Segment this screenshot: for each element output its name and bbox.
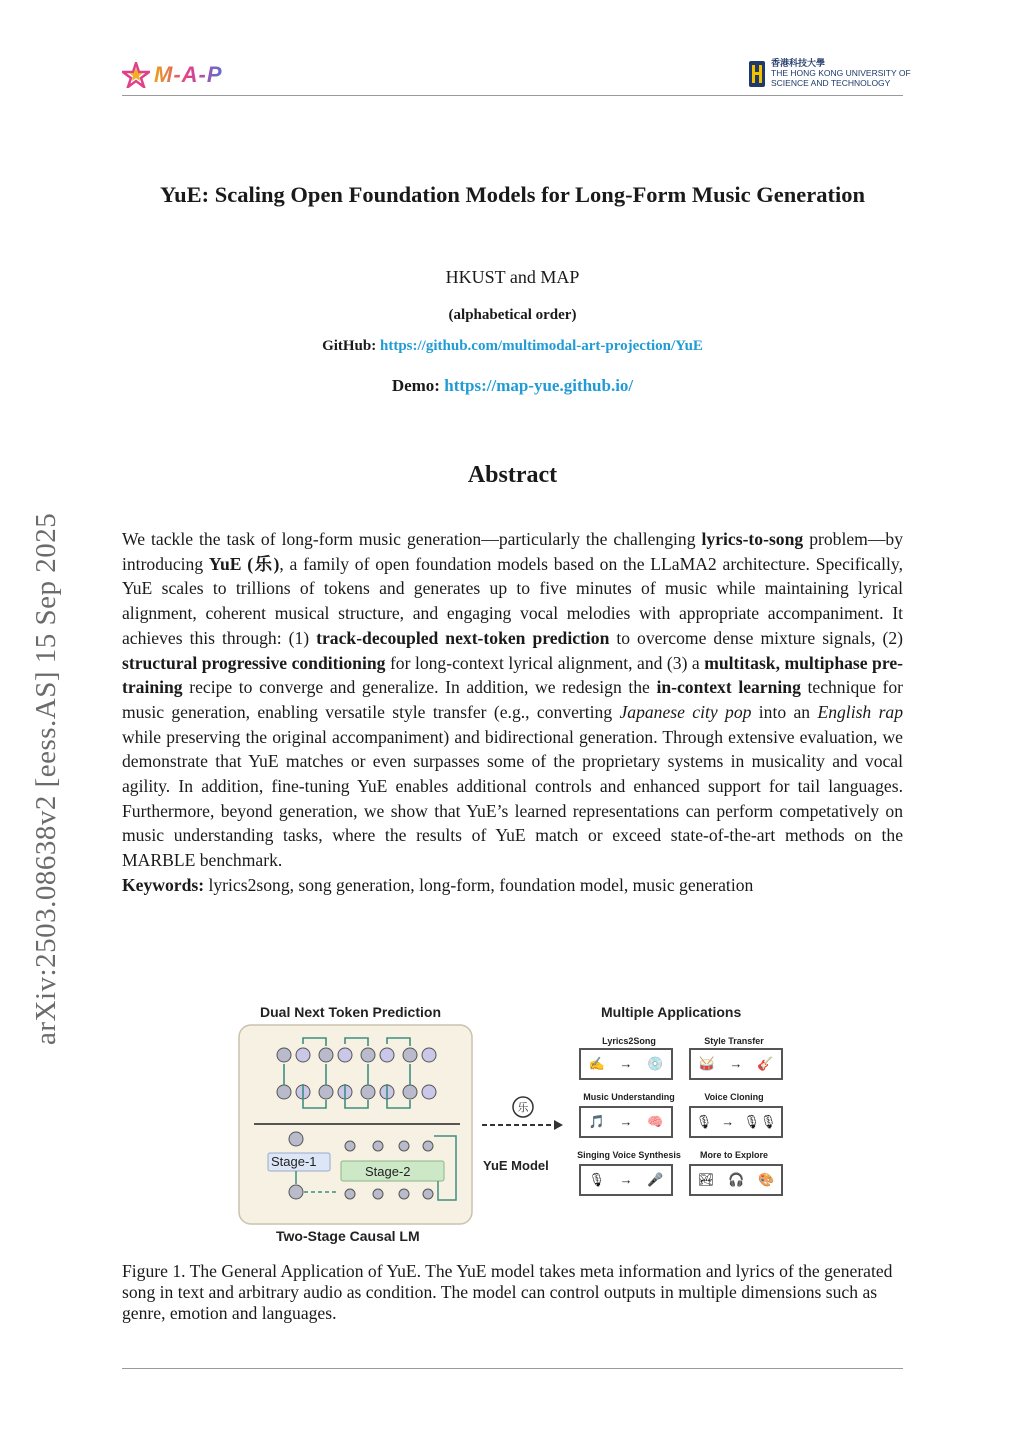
microphone-icon: 🎙 (695, 1114, 713, 1129)
github-label: GitHub: (322, 338, 377, 354)
arxiv-identifier: arXiv:2503.08638v2 [eess.AS] 15 Sep 2025 (30, 512, 62, 1045)
svg-text:乐: 乐 (517, 1101, 529, 1114)
demo-line (122, 376, 903, 396)
singing-icon: 🎤 (647, 1172, 664, 1187)
abstract-text: for long-context lyrical alignment, and (3) a (385, 652, 705, 673)
yue-model-label: YuE Model (483, 1158, 549, 1173)
hkust-name-line2: SCIENCE AND TECHNOLOGY (771, 78, 891, 88)
github-line (122, 338, 903, 355)
pen-icon: ✍ (588, 1056, 605, 1071)
app-label-voice-cloning: Voice Cloning (704, 1092, 764, 1102)
hkust-logo (748, 58, 911, 88)
abstract-text: problem—by introducing (122, 529, 904, 574)
map-logo (122, 60, 223, 90)
abstract-text: recipe to converge and generalize. In addition, we redesign the (182, 677, 657, 698)
left-panel-title: Dual Next Token Prediction (260, 1004, 441, 1020)
app-label-more-to-explore: More to Explore (699, 1150, 768, 1160)
header-rule (122, 95, 903, 96)
app-box-voice-cloning: 🎙 → 🎙🎙 (689, 1106, 783, 1138)
yue-model-arrow (482, 1096, 564, 1136)
abstract-bold: structural progressive conditioning (122, 652, 386, 673)
abstract-bold: track-decoupled next-token prediction (316, 627, 610, 648)
map-logo-text: M-A-P (154, 62, 223, 87)
demo-link[interactable]: https://map-yue.github.io/ (444, 376, 634, 395)
hkust-crest-icon (748, 58, 766, 88)
abstract-text: to overcome dense mixture signals, (2) (609, 627, 903, 648)
footer-rule (122, 1368, 903, 1369)
keywords-label: Keywords: (122, 874, 205, 895)
abstract-bold: multitask, multiphase pre-training (122, 652, 903, 698)
hkust-name-zh: 香港科技大學 (771, 58, 826, 68)
app-label-singing-voice-synthesis: Singing Voice Synthesis (577, 1150, 681, 1160)
app-label-style-transfer: Style Transfer (704, 1036, 764, 1046)
app-label-lyrics2song: Lyrics2Song (602, 1036, 656, 1046)
abstract-text: technique for music generation, enabling versatile style transfer (e.g., converting (122, 677, 904, 722)
app-box-more-to-explore (689, 1164, 783, 1196)
abstract-bold: in-context learning (656, 677, 801, 698)
paper-title: YuE: Scaling Open Foundation Models for Long-Form Music Generation (159, 182, 866, 207)
abstract-text: , a family of open foundation models based on the LLaMA2 architecture. Specifically, YuE scales to trillions of tokens and generates up to five minutes of music while maintaining lyrical alignment, coherent musical structure, and engaging vocal melodies with appropriate accompaniment. It achieves this through: (1) (122, 553, 903, 648)
microphone-icon: 🎙 (588, 1172, 605, 1187)
music-disc-icon: 💿 (647, 1056, 664, 1071)
drum-icon: 🥁 (698, 1056, 715, 1071)
landscape-icon: 🏞 (697, 1172, 715, 1187)
brain-icon: 🧠 (647, 1114, 664, 1129)
right-panel-title: Multiple Applications (601, 1004, 742, 1020)
keywords: lyrics2song, song generation, long-form, foundation model, music generation (204, 874, 754, 895)
app-box-lyrics2song: ✍ → 💿 (579, 1048, 673, 1080)
abstract-bold: YuE (乐) (208, 553, 280, 574)
figure-1 (238, 1000, 786, 1250)
authors: HKUST and MAP (445, 267, 580, 287)
figure-caption: Figure 1. The General Application of YuE. The YuE model takes meta information and lyrics of the generated song in text and arbitrary audio as condition. The model can control outputs in multiple dimensions such as genre, emotion and languages. (122, 1261, 893, 1323)
github-link[interactable]: https://github.com/multimodal-art-projection/YuE (380, 338, 703, 354)
left-panel-bottom-label: Two-Stage Causal LM (276, 1228, 420, 1244)
two-stage-diagram (238, 1024, 474, 1226)
stage-1-label: Stage-1 (271, 1154, 317, 1169)
order-note: (alphabetical order) (448, 307, 577, 323)
abstract-body (122, 527, 903, 898)
app-box-music-understanding: 🎵 → 🧠 (579, 1106, 673, 1138)
abstract-italic: Japanese city pop (619, 701, 752, 722)
abstract-heading: Abstract (467, 462, 558, 488)
map-star-icon (122, 62, 150, 88)
abstract-text: while preserving the original accompaniment) and bidirectional generation. Through extensive evaluation, we demonstrate that YuE matches or even surpasses some of the proprietary systems in musicality and vocal agility. In addition, fine-tuning YuE enables additional controls and enhanced support for tail languages. Furthermore, beyond generation, we show that YuE’s learned representations can perform competatively on music understanding tasks, where the results of YuE match or exceed state-of-the-art methods on the MARBLE benchmark. (122, 726, 903, 871)
app-box-singing-voice-synthesis: 🎙 → 🎤 (579, 1164, 673, 1196)
microphones-icon: 🎙🎙 (743, 1114, 777, 1129)
app-label-music-understanding: Music Understanding (583, 1092, 675, 1102)
abstract-bold: lyrics-to-song (701, 529, 804, 549)
more-icon: 🎨 (757, 1172, 775, 1187)
guitar-icon: 🎸 (757, 1056, 774, 1071)
abstract-text: into an (751, 701, 818, 722)
abstract-text: We tackle the task of long-form music generation—particularly the challenging (122, 529, 702, 549)
abstract-italic: English rap (817, 701, 904, 722)
music-note-icon: 🎵 (588, 1114, 605, 1129)
stage-2-label: Stage-2 (365, 1164, 411, 1179)
hkust-name-line1: THE HONG KONG UNIVERSITY OF (771, 68, 911, 78)
app-box-style-transfer: 🥁 → 🎸 (689, 1048, 783, 1080)
headphones-icon: 🎧 (728, 1172, 745, 1187)
demo-label: Demo: (391, 376, 440, 395)
